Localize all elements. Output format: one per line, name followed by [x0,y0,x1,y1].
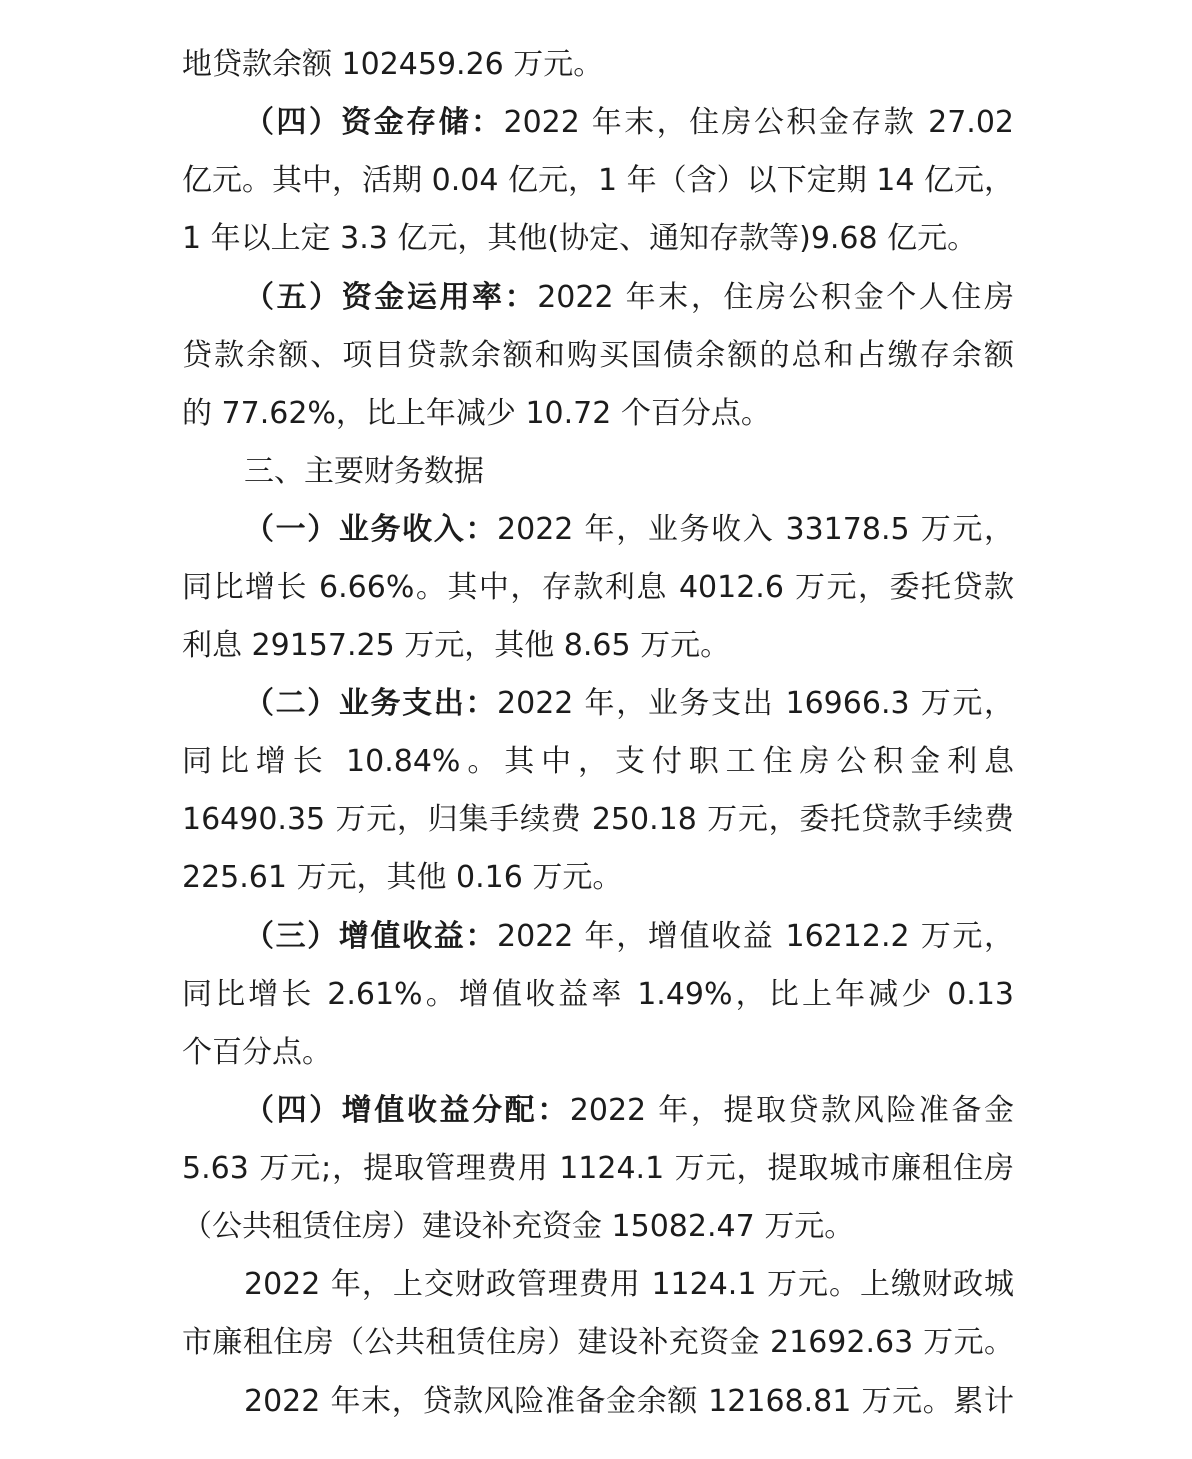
text-line: 2022 年末，贷款风险准备金余额 12168.81 万元。累计 [244,1384,1014,1419]
text-line: 同比增长 2.61%。增值收益率 1.49%，比上年减少 0.13 [182,977,1014,1012]
text-line: 的 77.62%，比上年减少 10.72 个百分点。 [182,396,771,431]
text-line: 2022 年，上交财政管理费用 1124.1 万元。上缴财政城 [244,1267,1014,1302]
text-line: 利息 29157.25 万元，其他 8.65 万元。 [182,628,731,663]
text-line: 16490.35 万元，归集手续费 250.18 万元，委托贷款手续费 [182,802,1014,837]
text-span: 2022 年末，住房公积金存款 27.02 [503,105,1015,140]
text-span: 2022 年，业务支出 16966.3 万元， [497,686,1014,721]
section-label: （二）业务支出： [244,686,498,721]
text-line: 1 年以上定 3.3 亿元，其他(协定、通知存款等)9.68 亿元。 [182,221,978,256]
section-heading: 三、主要财务数据 [244,454,484,489]
section-income-distribution [244,1082,1014,1140]
section-business-income [244,501,1014,559]
text-line: 亿元。其中，活期 0.04 亿元，1 年（含）以下定期 14 亿元， [182,163,1014,198]
text-line: 5.63 万元;，提取管理费用 1124.1 万元，提取城市廉租住房 [182,1151,1014,1186]
section-fund-storage [244,94,1014,152]
text-span: 2022 年，提取贷款风险准备金 [569,1093,1015,1128]
section-label: （一）业务收入： [244,512,498,547]
text-line: 个百分点。 [182,1035,332,1070]
text-span: 2022 年末，住房公积金个人住房 [537,280,1015,315]
text-line: （公共租赁住房）建设补充资金 15082.47 万元。 [182,1209,855,1244]
text-span: 2022 年，业务收入 33178.5 万元， [497,512,1014,547]
text-line: 同比增长 10.84%。其中，支付职工住房公积金利息 [182,744,1014,779]
section-business-expense [244,675,1014,733]
section-label: （四）增值收益分配： [244,1093,570,1128]
text-span: 2022 年，增值收益 16212.2 万元， [497,919,1014,954]
text-line: 同比增长 6.66%。其中，存款利息 4012.6 万元，委托贷款 [182,570,1014,605]
section-label: （五）资金运用率： [244,280,538,315]
text-line: 225.61 万元，其他 0.16 万元。 [182,860,623,895]
text-line: 地贷款余额 102459.26 万元。 [182,47,604,82]
section-value-added-income [244,908,1014,966]
section-label: （三）增值收益： [244,919,498,954]
text-line: 市廉租住房（公共租赁住房）建设补充资金 21692.63 万元。 [182,1325,1014,1360]
section-fund-usage-rate [244,269,1014,327]
text-line: 贷款余额、项目贷款余额和购买国债余额的总和占缴存余额 [182,338,1014,373]
section-label: （四）资金存储： [244,105,504,140]
